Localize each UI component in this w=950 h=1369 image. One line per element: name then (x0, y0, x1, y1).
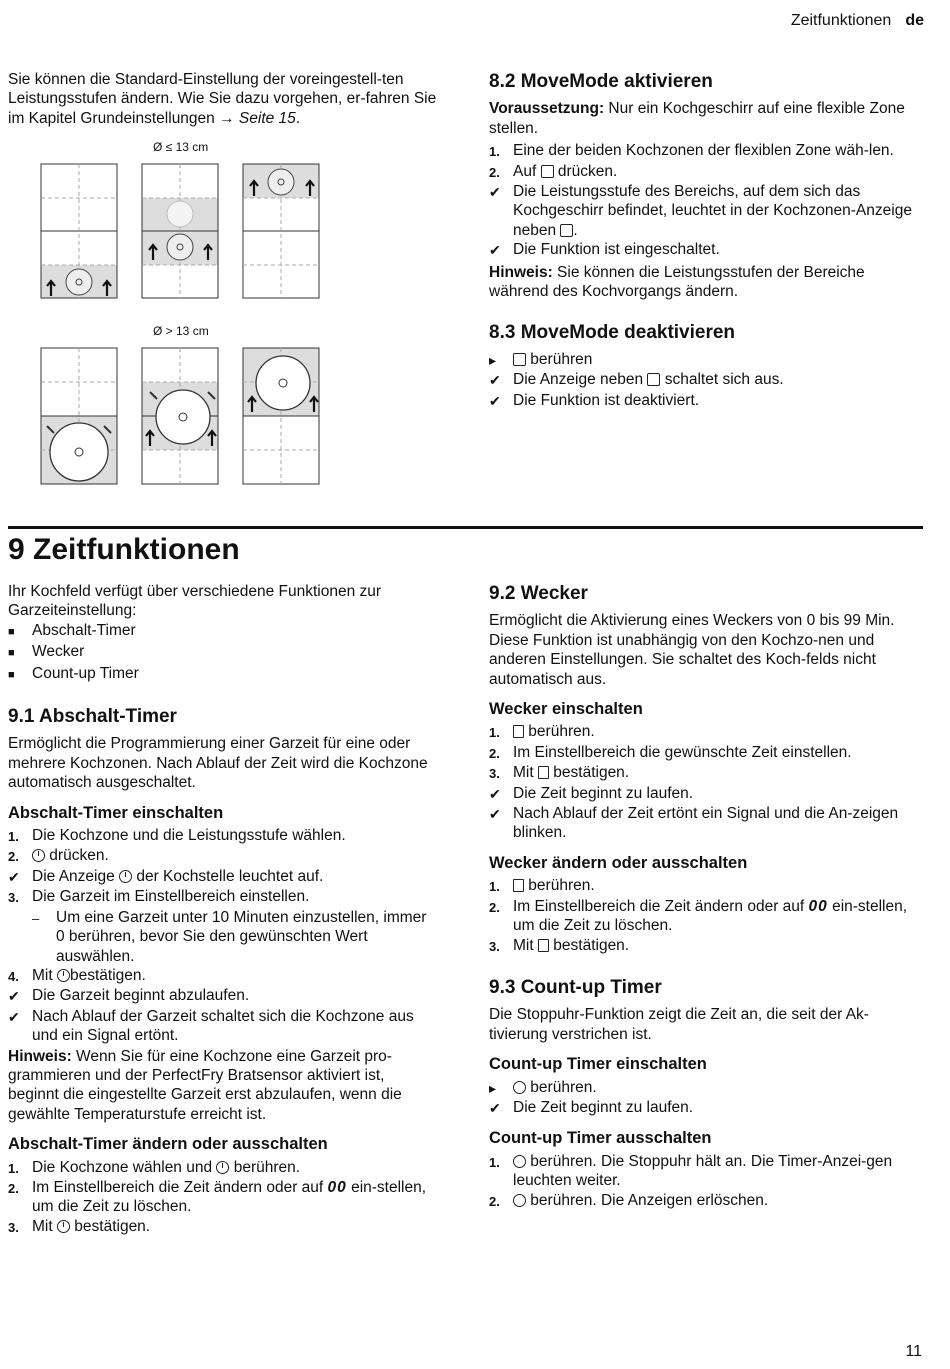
page-link[interactable]: Seite 15 (238, 109, 296, 127)
subsection-title: Wecker einschalten (489, 700, 643, 719)
header-lang: de (905, 12, 924, 29)
section-9-right (489, 584, 919, 1211)
hourglass-icon (513, 725, 524, 738)
section-text: Ermöglicht die Programmierung einer Garzeit für eine oder mehrere Kochzonen. Nach Ablauf der Zeit wird die Kochzone automatisch ausgeschaltet. (8, 735, 428, 792)
section-8-2 (489, 72, 919, 411)
chapter-intro: Ihr Kochfeld verfügt über verschiedene Funktionen zur Garzeiteinstellung: (8, 583, 382, 620)
list-item: ✔ Die Funktion ist eingeschaltet. (489, 241, 720, 259)
list-item: 2. Im Einstellbereich die Zeit ändern oder auf 00 ein-stellen, um die Zeit zu löschen. (489, 897, 908, 935)
req-text: Nur ein Kochgeschirr auf eine flexible Zone stellen. (489, 100, 905, 137)
intro-block (8, 70, 438, 128)
movemode-icon (541, 165, 554, 178)
hourglass-icon (538, 766, 549, 779)
section-title-8-2: 8.2 MoveMode aktivieren (489, 71, 713, 92)
list-item: 2. berühren. Die Anzeigen erlöschen. (489, 1191, 769, 1209)
list-item: ■ Count-up Timer (8, 664, 139, 682)
list-item: 1. berühren. Die Stoppuhr hält an. Die Timer-Anzei-gen leuchten weiter. (489, 1152, 893, 1190)
caption-small: Ø ≤ 13 cm (153, 140, 209, 154)
section-text: Die Stoppuhr-Funktion zeigt die Zeit an, die seit der Ak-tivierung verstrichen ist. (489, 1006, 869, 1043)
panel-small-back (243, 164, 319, 298)
panel-large-back (243, 348, 319, 484)
movemode-icon (513, 353, 526, 366)
list-item: 2. Im Einstellbereich die gewünschte Zeit einstellen. (489, 743, 852, 761)
section-title-9-1: 9.1 Abschalt-Timer (8, 706, 177, 728)
timer-icon (57, 969, 70, 982)
intro-end: . (295, 109, 301, 127)
subsection-title: Abschalt-Timer einschalten (8, 803, 224, 822)
list-item: ■ Abschalt-Timer (8, 621, 136, 639)
list-item: 2. Im Einstellbereich die Zeit ändern oder auf 00 ein-stellen, um die Zeit zu löschen. (8, 1178, 427, 1216)
timer-icon (216, 1161, 229, 1174)
subsection-title: Wecker ändern oder ausschalten (489, 853, 748, 872)
list-item: 2. drücken. (8, 847, 109, 865)
list-item: 3. Die Garzeit im Einstellbereich einstellen. (8, 888, 310, 906)
list-item: 1. berühren. (489, 877, 595, 895)
list-item: 3. Mit bestätigen. (489, 936, 630, 954)
list-item: ✔ Die Zeit beginnt zu laufen. (489, 784, 694, 802)
movemode-icon (560, 224, 573, 237)
list-item: ✔ Die Anzeige der Kochstelle leuchtet auf. (8, 867, 324, 885)
panel-small-front (41, 164, 117, 298)
caption-large: Ø > 13 cm (153, 324, 209, 338)
list-item: 2. Auf drücken. (489, 162, 618, 180)
list-item: ■ Wecker (8, 643, 85, 661)
list-item: 1. Die Kochzone und die Leistungsstufe wählen. (8, 827, 346, 845)
timer-icon (57, 1220, 70, 1233)
intro-text: Sie können die Standard-Einstellung der voreingestell-ten Leistungsstufen ändern. Wie Sie dazu vorgehen, er-fahren Sie im Kapitel Grundeinstellungen (8, 71, 437, 127)
list-item: 1. Eine der beiden Kochzonen der flexiblen Zone wäh-len. (489, 142, 894, 160)
chapter-title: 9 Zeitfunktionen (8, 533, 240, 566)
list-item: 1. berühren. (489, 723, 595, 741)
hourglass-icon (538, 939, 549, 952)
running-header (791, 12, 924, 30)
header-section: Zeitfunktionen (790, 12, 892, 29)
panel-small-middle (142, 164, 218, 298)
list-item: ▸ berühren. (489, 1078, 597, 1096)
list-item: 4. Mit bestätigen. (8, 966, 146, 984)
section-title-8-3: 8.3 MoveMode deaktivieren (489, 322, 736, 344)
subsection-title: Abschalt-Timer ändern oder ausschalten (8, 1135, 328, 1154)
list-item: ✔ Die Funktion ist deaktiviert. (489, 391, 700, 409)
note-text: Sie können die Leistungsstufen der Bereiche während des Kochvorgangs ändern. (489, 263, 865, 301)
movemode-icon (647, 373, 660, 386)
hourglass-icon (513, 879, 524, 892)
stopwatch-icon (513, 1194, 526, 1207)
subsection-title: Count-up Timer einschalten (489, 1055, 707, 1074)
list-item: ✔ Nach Ablauf der Garzeit schaltet sich die Kochzone aus und ein Signal ertönt. (8, 1007, 414, 1045)
list-item: ✔ Die Garzeit beginnt abzulaufen. (8, 987, 250, 1005)
movemode-figure (40, 160, 325, 490)
segment-display: 00 (327, 1178, 347, 1196)
section-title-9-2: 9.2 Wecker (489, 583, 588, 604)
list-item: ✔ Die Zeit beginnt zu laufen. (489, 1098, 694, 1116)
list-item: 3. Mit bestätigen. (8, 1217, 151, 1235)
timer-icon (32, 849, 45, 862)
note-label: Hinweis: (8, 1047, 72, 1065)
stopwatch-icon (513, 1155, 526, 1168)
note-label: Hinweis: (489, 263, 553, 281)
list-item: 1. Die Kochzone wählen und berühren. (8, 1158, 301, 1176)
stopwatch-icon (513, 1081, 526, 1094)
req-label: Voraussetzung: (489, 100, 605, 118)
list-item: ✔ Die Leistungsstufe des Bereichs, auf dem sich das Kochgeschirr befindet, leuchtet in der Kochzonen-Anzeige neben . (489, 183, 912, 239)
section-title-9-3: 9.3 Count-up Timer (489, 976, 662, 998)
chapter-rule (8, 526, 923, 529)
timer-icon (119, 870, 132, 883)
list-item: ▸ berühren (489, 350, 593, 368)
list-item: ✔ Nach Ablauf der Zeit ertönt ein Signal und die An-zeigen blinken. (489, 805, 899, 842)
panel-large-middle (142, 348, 218, 484)
list-item: – Um eine Garzeit unter 10 Minuten einzustellen, immer 0 berühren, bevor Sie den gewünschten Wert auswählen. (32, 908, 427, 965)
section-text: Ermöglicht die Aktivierung eines Weckers von 0 bis 99 Min. Diese Funktion ist unabhängig von den Kochzo-nen und anderen Einstellungen. Sie schaltet des Koch-felds nicht automatisch aus. (489, 612, 895, 688)
section-9-left (8, 582, 438, 1237)
list-item: 3. Mit bestätigen. (489, 764, 630, 782)
note-text: Wenn Sie für eine Kochzone eine Garzeit pro-grammieren und der PerfectFry Bratsensor aktiviert ist, beginnt die eingestellte Garzeit erst abzulaufen, wenn die gewählte Temperaturstufe erreicht ist. (8, 1047, 402, 1123)
subsection-title: Count-up Timer ausschalten (489, 1129, 712, 1148)
segment-display: 00 (808, 897, 828, 915)
panel-large-front (41, 348, 117, 484)
list-item: ✔ Die Anzeige neben schaltet sich aus. (489, 371, 784, 389)
arrow-icon: → (219, 109, 235, 127)
page-number: 11 (905, 1343, 922, 1360)
